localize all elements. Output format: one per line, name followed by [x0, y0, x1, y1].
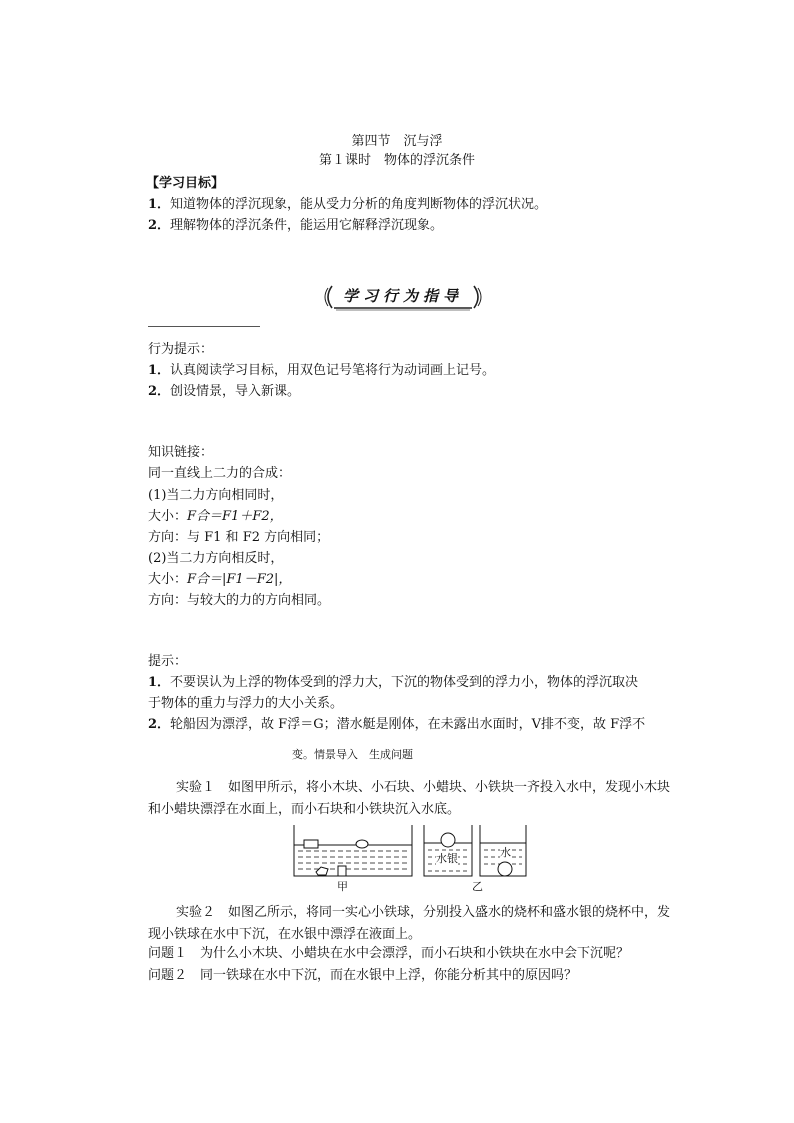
size-prefix: 大小： — [148, 509, 188, 524]
experiment-1-text: 实验１ 如图甲所示，将小木块、小石块、小蜡块、小铁块一齐投入水中，发现小木块和小蜡块漂浮在水面上，而小石块和小铁块沉入水底。 — [148, 780, 671, 817]
behavior-tip-2 — [148, 383, 300, 401]
hint-1-line-2: 于物体的重力与浮力的大小关系。 — [148, 696, 344, 711]
objective-item-1 — [148, 196, 547, 214]
question-2: 问题２ 同一铁球在水中下沉，而在水银中上浮，你能分析其中的原因吗？ — [148, 968, 578, 983]
objective-num: 1． — [148, 197, 171, 212]
tank-jia — [294, 825, 412, 876]
hint-1-line-1 — [148, 674, 638, 692]
question-1: 问题１ 为什么小木块、小蜡块在水中会漂浮，而小石块和小铁块在水中会下沉呢？ — [148, 946, 630, 961]
hint-num: 2． — [148, 717, 171, 732]
hint-text: 不要误认为上浮的物体受到的浮力大，下沉的物体受到的浮力小，物体的浮沉取决 — [170, 675, 639, 690]
knowledge-case-2: (2)当二力方向相反时， — [148, 551, 284, 566]
objective-item-2 — [148, 217, 443, 235]
knowledge-link-subtitle: 同一直线上二力的合成： — [148, 466, 292, 481]
knowledge-direction-2: 方向：与较大的力的方向相同。 — [148, 593, 331, 608]
tip-num: 1． — [148, 363, 171, 378]
hint-text: 轮船因为漂浮，故 F浮＝G；潜水艇是刚体，在未露出水面时，V排不变，故 F浮不 — [170, 717, 646, 732]
knowledge-case-1: (1)当二力方向相同时， — [148, 488, 284, 503]
experiment-figure — [290, 823, 530, 897]
water-label: 水 — [500, 846, 511, 859]
beaker-mercury — [424, 825, 472, 876]
objectives-heading: 【学习目标】 — [146, 176, 225, 191]
knowledge-direction-1: 方向：与 F1 和 F2 方向相同； — [148, 530, 330, 545]
size-formula: F合＝F1＋F2， — [187, 509, 283, 524]
tip-text: 创设情景，导入新课。 — [170, 384, 301, 399]
figure-label-jia: 甲 — [337, 880, 348, 893]
section-title: 第四节 沉与浮 — [351, 134, 443, 149]
beaker-diagram — [290, 823, 530, 897]
figure-label-yi: 乙 — [472, 880, 483, 893]
tip-text: 认真阅读学习目标，用双色记号笔将行为动词画上记号。 — [170, 363, 496, 378]
hint-2-line-2: 变。情景导入 生成问题 — [292, 748, 413, 761]
lesson-title: 第１课时 物体的浮沉条件 — [318, 153, 475, 168]
section-banner — [322, 283, 484, 311]
experiment-2-text: 实验２ 如图乙所示，将同一实心小铁球，分别投入盛水的烧杯和盛水银的烧杯中，发现小铁球在水中下沉，在水银中漂浮在液面上。 — [148, 905, 671, 942]
objective-text: 知道物体的浮沉现象，能从受力分析的角度判断物体的浮沉状况。 — [170, 197, 548, 212]
tip-num: 2． — [148, 384, 171, 399]
hints-label: 提示： — [148, 654, 188, 669]
size-formula: F合＝|F1－F2|， — [187, 572, 292, 587]
mercury-label: 水银 — [436, 852, 458, 865]
behavior-tips-label: 行为提示： — [148, 342, 214, 357]
objective-num: 2． — [148, 218, 171, 233]
objective-text: 理解物体的浮沉条件，能运用它解释浮沉现象。 — [170, 218, 444, 233]
divider-rule — [148, 326, 260, 327]
behavior-tip-1 — [148, 362, 495, 380]
knowledge-size-2 — [148, 571, 291, 589]
size-prefix: 大小： — [148, 572, 188, 587]
hint-num: 1． — [148, 675, 171, 690]
knowledge-size-1 — [148, 508, 283, 526]
banner-title: 学习行为指导 — [342, 287, 463, 305]
hint-2-line-1 — [148, 716, 645, 734]
knowledge-link-label: 知识链接： — [148, 445, 214, 460]
